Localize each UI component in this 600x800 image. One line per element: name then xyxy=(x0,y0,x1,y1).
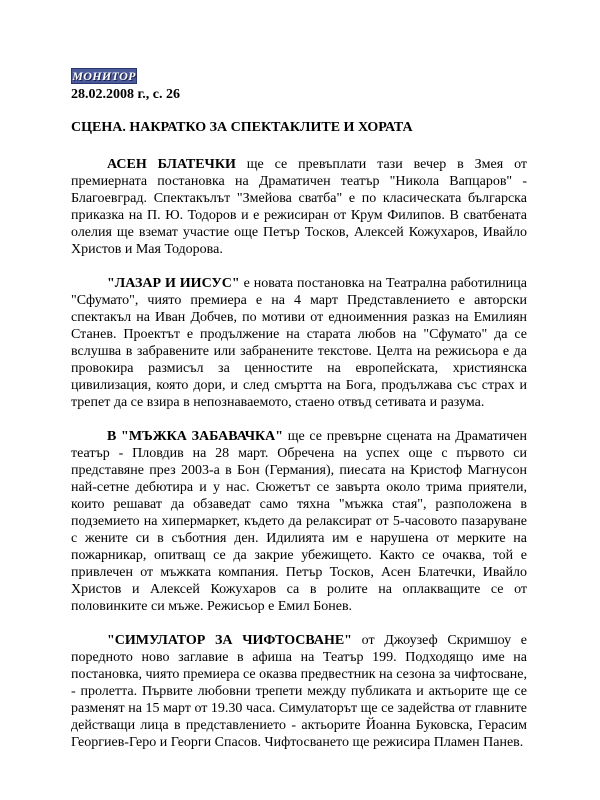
paragraph-lead: В "МЪЖКА ЗАБАВАЧКА" xyxy=(107,429,283,444)
paragraph-lead: "СИМУЛАТОР ЗА ЧИФТОСВАНЕ" xyxy=(107,633,352,648)
paragraph-simulator xyxy=(71,632,527,751)
paragraph-blatechki xyxy=(71,156,527,258)
source-logo-text: МОНИТОР xyxy=(72,68,136,83)
paragraph-text: е новата постановка на Театрална работилница "Сфумато", чиято премиера е на 4 март Представлението е авторски спектакъл на Иван Добчев, по мотиви от едноименния разказ на Емилиян Станев. Проектът е продължение на старата любов на "Сфумато" да се вслушва в забравените или забранените текстове. Целта на режисьора е да провокира размисъл за ценностите на европейската, християнска цивилизация, която дори, и след смъртта на Бога, продължава със страх и трепет да се взира в непознаваемото, стаено отвъд сетивата и разума. xyxy=(71,276,527,410)
paragraph-text: ще се превърне сцената на Драматичен театър - Пловдив на 28 март. Обречена на успех още с първото си представяне през 2003-а в Бон (Германия), пиесата на Кристоф Магнусон най-сетне дебютира и у нас. Сюжетът се завърта около трима приятели, които решават да обзаведат само тяхна "мъжка стая", разположена в подземието на хипермаркет, където да релаксират от 5-часовото пазаруване с жените си в съботния ден. Идилията им е нарушена от мерките на пожарникар, опитващ се да закрие убежището. Както се очаква, той е привлечен от мъжката компания. Петър Тосков, Асен Блатечки, Ивайло Христов и Алексей Кожухаров са в ролите на оплакващите се от половинките си мъже. Режисьор е Емил Бонев. xyxy=(71,429,527,614)
paragraph-text: от Джоузеф Скримшоу е поредното ново заглавие в афиша на Театър 199. Подходящо име на постановка, чиято премиера се оказва предвестник на сезона за чифтосване, - пролетта. Първите любовни трепети между публиката и актьорите ще се разменят на 15 март от 19.30 часа. Симулаторът ще се задейства от главните действащи лица в представлението - актьорите Йоанна Буковска, Герасим Георгиев-Геро и Георги Спасов. Чифтосването ще режисира Пламен Панев. xyxy=(71,633,527,750)
dateline: 28.02.2008 г., с. 26 xyxy=(71,87,180,102)
section-heading: СЦЕНА. НАКРАТКО ЗА СПЕКТАКЛИТЕ И ХОРАТА xyxy=(71,120,413,135)
paragraph-lead: АСЕН БЛАТЕЧКИ xyxy=(107,157,236,172)
article-body xyxy=(71,156,527,768)
paragraph-muzhka xyxy=(71,428,527,615)
paragraph-text: ще се превъплати тази вечер в Змея от премиерната постановка на Драматичен театър "Никола Вапцаров" - Благоевград. Спектакълът "Змейова сватба" е по класическата българска приказка на П. Ю. Тодоров и е режисиран от Крум Филипов. В сватбената олелия ще вземат участие още Петър Тосков, Алексей Кожухаров, Ивайло Христов и Мая Тодорова. xyxy=(71,157,527,257)
paragraph-lazar xyxy=(71,275,527,411)
source-logo xyxy=(71,68,137,84)
paragraph-lead: "ЛАЗАР И ИИСУС" xyxy=(107,276,240,291)
